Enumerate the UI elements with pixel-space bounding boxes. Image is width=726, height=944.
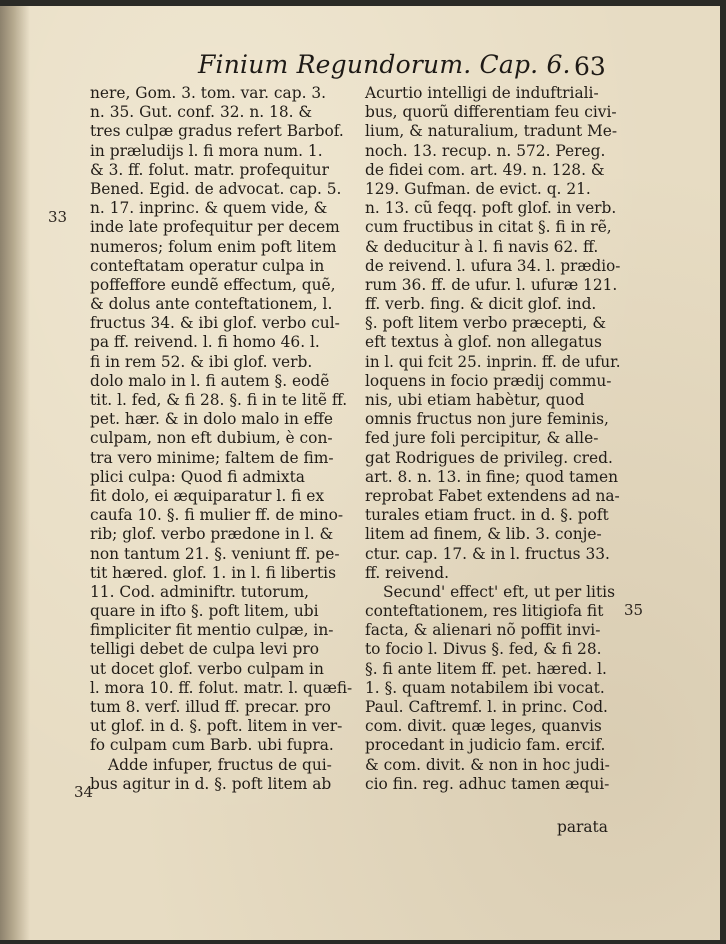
- text-line: pet. hær. & in dolo malo in effe: [90, 410, 334, 429]
- text-line: & dolus ante conteftationem, l.: [90, 295, 333, 314]
- catchword: parata: [557, 818, 608, 836]
- text-line: lium, & naturalium, tradunt Me-: [365, 122, 618, 141]
- text-line: to focio l. Divus §. fed, & fi 28.: [365, 640, 602, 659]
- text-line: in præludijs l. fi mora num. 1.: [90, 141, 323, 160]
- text-line: rib; glof. verbo prædone in l. &: [90, 525, 334, 544]
- text-line: procedant in judicio fam. ercif.: [365, 736, 606, 755]
- bottom-edge: [0, 940, 726, 944]
- text-line: n. 17. inprinc. & quem vide, &: [90, 199, 328, 218]
- text-line: reprobat Fabet extendens ad na-: [365, 486, 620, 505]
- text-line: ctur. cap. 17. & in l. fructus 33.: [365, 544, 610, 563]
- text-line: quare in ifto §. poft litem, ubi: [90, 602, 319, 621]
- text-line: loquens in focio prædij commu-: [365, 371, 612, 390]
- margin-number-34: 34: [74, 783, 94, 801]
- text-line: & deducitur à l. fi navis 62. ff.: [365, 237, 599, 256]
- text-line: tra vero minime; faltem de fim-: [90, 448, 334, 467]
- text-line: cio fin. reg. adhuc tamen æqui-: [365, 774, 610, 793]
- top-edge: [0, 0, 726, 6]
- text-line: & 3. ff. folut. matr. profequitur: [90, 160, 329, 179]
- text-line: de reivend. l. ufura 34. l. prædio-: [365, 256, 621, 275]
- text-line: fit dolo, ei æquiparatur l. fi ex: [90, 486, 325, 505]
- text-line: com. divit. quæ leges, quanvis: [365, 717, 602, 736]
- text-line: Acurtio intelligi de induftriali-: [365, 84, 599, 102]
- text-line: bus, quorũ differentiam feu civi-: [365, 103, 617, 122]
- text-line: Adde infuper, fructus de qui-: [108, 755, 332, 774]
- text-line: cum fructibus in citat §. fi in rẽ,: [365, 218, 612, 237]
- text-line: tres culpæ gradus refert Barbof.: [90, 122, 344, 141]
- text-line: fed jure foli percipitur, & alle-: [365, 429, 599, 448]
- text-line: n. 13. cũ feqq. poft glof. in verb.: [365, 199, 617, 218]
- text-line: tit hæred. glof. 1. in l. fi libertis: [90, 563, 336, 582]
- margin-number-35: 35: [624, 601, 644, 619]
- text-line: §. poft litem verbo præcepti, &: [365, 314, 607, 333]
- text-line: tum 8. verf. illud ff. precar. pro: [90, 698, 331, 716]
- text-line: pa ff. reivend. l. fi homo 46. l.: [90, 333, 320, 352]
- text-line: noch. 13. recup. n. 572. Pereg.: [365, 141, 606, 160]
- text-line: gat Rodrigues de privileg. cred.: [365, 448, 613, 467]
- text-line: tit. l. fed, & fi 28. §. fi in te litẽ ff.: [90, 391, 348, 409]
- running-head-title: Finium Regundorum. Cap. 6.: [198, 50, 571, 79]
- text-line: & com. divit. & non in hoc judi-: [365, 755, 610, 774]
- text-line: fi in rem 52. & ibi glof. verb.: [90, 352, 313, 371]
- text-line: turales etiam fruct. in d. §. poft: [365, 506, 609, 525]
- page-number: 63: [574, 52, 606, 81]
- text-line: ut docet glof. verbo culpam in: [90, 659, 324, 678]
- text-line: ff. reivend.: [365, 563, 450, 582]
- text-line: Secund' effect' eft, ut per litis: [383, 582, 615, 601]
- margin-number-33: 33: [48, 208, 68, 226]
- text-line: eft textus à glof. non allegatus: [365, 333, 602, 352]
- text-line: ut glof. in d. §. poft. litem in ver-: [90, 717, 343, 736]
- text-line: de fidei com. art. 49. n. 128. &: [365, 160, 605, 179]
- text-line: facta, & alienari nõ poffit invi-: [365, 621, 601, 640]
- text-line: numeros; folum enim poft litem: [90, 237, 337, 256]
- text-line: 11. Cod. adminiftr. tutorum,: [90, 582, 310, 601]
- text-line: dolo malo in l. fi autem §. eodẽ: [90, 371, 330, 390]
- text-line: litem ad finem, & lib. 3. conje-: [365, 525, 602, 544]
- text-line: telligi debet de culpa levi pro: [90, 640, 319, 659]
- text-line: omnis fructus non jure feminis,: [365, 410, 609, 429]
- text-line: fo culpam cum Barb. ubi fupra.: [90, 736, 334, 755]
- binding-gutter: [0, 0, 30, 944]
- text-line: nis, ubi etiam habètur, quod: [365, 391, 585, 409]
- text-line: 1. §. quam notabilem ibi vocat.: [365, 678, 605, 697]
- text-line: poffeffore eundẽ effectum, quẽ,: [90, 275, 336, 294]
- text-line: Bened. Egid. de advocat. cap. 5.: [90, 179, 342, 198]
- right-edge: [720, 0, 726, 944]
- text-line: art. 8. n. 13. in fine; quod tamen: [365, 467, 618, 486]
- text-line: inde late profequitur per decem: [90, 218, 340, 237]
- text-line: rum 36. ff. de ufur. l. ufuræ 121.: [365, 275, 618, 294]
- text-line: nere, Gom. 3. tom. var. cap. 3.: [90, 84, 327, 102]
- right-text-column: [365, 84, 620, 794]
- text-line: caufa 10. §. fi mulier ff. de mino-: [90, 506, 344, 525]
- text-line: conteftatam operatur culpa in: [90, 256, 325, 275]
- text-line: non tantum 21. §. veniunt ff. pe-: [90, 544, 340, 563]
- left-text-column: [90, 84, 352, 794]
- text-line: in l. qui fcit 25. inprin. ff. de ufur.: [365, 352, 621, 371]
- text-line: 129. Gufman. de evict. q. 21.: [365, 179, 591, 198]
- text-line: conteftationem, res litigiofa fit: [365, 602, 604, 621]
- text-line: bus agitur in d. §. poft litem ab: [90, 774, 332, 793]
- text-line: fimpliciter fit mentio culpæ, in-: [90, 621, 334, 640]
- text-line: n. 35. Gut. conf. 32. n. 18. &: [90, 103, 313, 122]
- text-line: plici culpa: Quod fi admixta: [90, 467, 305, 486]
- text-line: Paul. Caftremf. l. in princ. Cod.: [365, 698, 608, 716]
- text-line: fructus 34. & ibi glof. verbo cul-: [90, 314, 340, 333]
- text-line: l. mora 10. ff. folut. matr. l. quæfi-: [90, 678, 353, 697]
- text-line: §. fi ante litem ff. pet. hæred. l.: [365, 659, 607, 678]
- text-line: ff. verb. fing. & dicit glof. ind.: [365, 295, 597, 314]
- text-line: culpam, non eft dubium, è con-: [90, 429, 333, 448]
